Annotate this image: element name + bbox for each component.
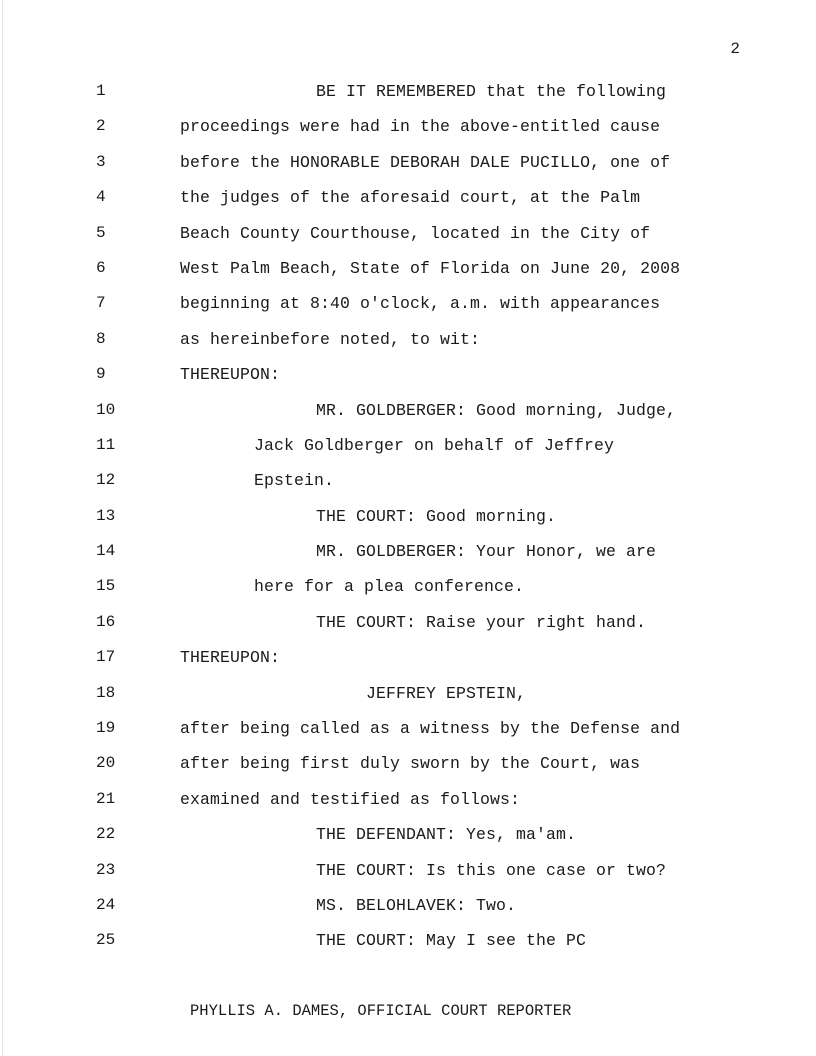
transcript-line: [0, 817, 816, 852]
line-text: MS. BELOHLAVEK: Two.: [316, 895, 517, 915]
line-number: 17: [96, 648, 116, 667]
line-text: THE COURT: May I see the PC: [316, 931, 587, 951]
line-text: after being first duly sworn by the Court, was: [180, 754, 641, 774]
transcript-line: [0, 923, 816, 958]
line-text: MR. GOLDBERGER: Your Honor, we are: [316, 542, 657, 562]
line-text: here for a plea conference.: [254, 577, 525, 597]
line-text: THE COURT: Is this one case or two?: [316, 860, 667, 880]
line-number: 23: [96, 860, 116, 879]
line-text: proceedings were had in the above-entitled cause: [180, 117, 661, 137]
line-number: 7: [96, 294, 106, 313]
line-number: 2: [96, 117, 106, 136]
transcript-line: [0, 393, 816, 428]
line-number: 16: [96, 612, 116, 631]
line-number: 11: [96, 435, 116, 454]
line-text: THE COURT: Good morning.: [316, 506, 557, 526]
line-number: 20: [96, 754, 116, 773]
transcript-line: [0, 109, 816, 144]
page-number: 2: [730, 40, 740, 58]
transcript-line: [0, 782, 816, 817]
line-text: the judges of the aforesaid court, at the Palm: [180, 188, 641, 208]
line-number: 19: [96, 719, 116, 738]
transcript-line: [0, 534, 816, 569]
line-number: 3: [96, 152, 106, 171]
line-number: 21: [96, 789, 116, 808]
line-number: 12: [96, 471, 116, 490]
court-reporter-footer: PHYLLIS A. DAMES, OFFICIAL COURT REPORTER: [190, 1002, 572, 1020]
transcript-line: [0, 463, 816, 498]
transcript-line: [0, 286, 816, 321]
transcript-line: [0, 746, 816, 781]
line-text: THEREUPON:: [180, 648, 281, 668]
transcript-line: [0, 251, 816, 286]
line-number: 25: [96, 931, 116, 950]
transcript-line: [0, 853, 816, 888]
line-text: examined and testified as follows:: [180, 789, 521, 809]
transcript-line: [0, 711, 816, 746]
line-text: as hereinbefore noted, to wit:: [180, 329, 481, 349]
line-number: 4: [96, 188, 106, 207]
transcript-line: [0, 888, 816, 923]
transcript-line: [0, 357, 816, 392]
transcript-line: [0, 428, 816, 463]
line-text: MR. GOLDBERGER: Good morning, Judge,: [316, 400, 677, 420]
line-number: 5: [96, 223, 106, 242]
transcript-line: [0, 180, 816, 215]
line-number: 14: [96, 542, 116, 561]
transcript-line: [0, 640, 816, 675]
line-number: 8: [96, 329, 106, 348]
transcript-body: [0, 74, 816, 959]
transcript-line: [0, 676, 816, 711]
transcript-line: [0, 605, 816, 640]
line-text: before the HONORABLE DEBORAH DALE PUCILLO, one of: [180, 152, 671, 172]
transcript-line: [0, 569, 816, 604]
transcript-line: [0, 145, 816, 180]
line-text: Epstein.: [254, 471, 335, 491]
line-text: beginning at 8:40 o'clock, a.m. with appearances: [180, 294, 661, 314]
transcript-line: [0, 322, 816, 357]
line-text: after being called as a witness by the Defense and: [180, 719, 681, 739]
line-text: THEREUPON:: [180, 365, 281, 385]
line-text: THE COURT: Raise your right hand.: [316, 612, 647, 632]
line-text: Beach County Courthouse, located in the City of: [180, 223, 651, 243]
transcript-line: [0, 216, 816, 251]
line-number: 10: [96, 400, 116, 419]
line-text: Jack Goldberger on behalf of Jeffrey: [254, 435, 615, 455]
line-text: THE DEFENDANT: Yes, ma'am.: [316, 825, 577, 845]
line-text: BE IT REMEMBERED that the following: [316, 82, 667, 101]
line-number: 9: [96, 365, 106, 384]
line-text: West Palm Beach, State of Florida on June 20, 2008: [180, 258, 681, 278]
transcript-line: [0, 499, 816, 534]
line-number: 6: [96, 258, 106, 277]
line-number: 18: [96, 683, 116, 702]
line-number: 1: [96, 82, 106, 100]
line-number: 13: [96, 506, 116, 525]
line-number: 22: [96, 825, 116, 844]
line-number: 15: [96, 577, 116, 596]
transcript-line: [0, 74, 816, 109]
line-text: JEFFREY EPSTEIN,: [366, 683, 527, 703]
line-number: 24: [96, 895, 116, 914]
